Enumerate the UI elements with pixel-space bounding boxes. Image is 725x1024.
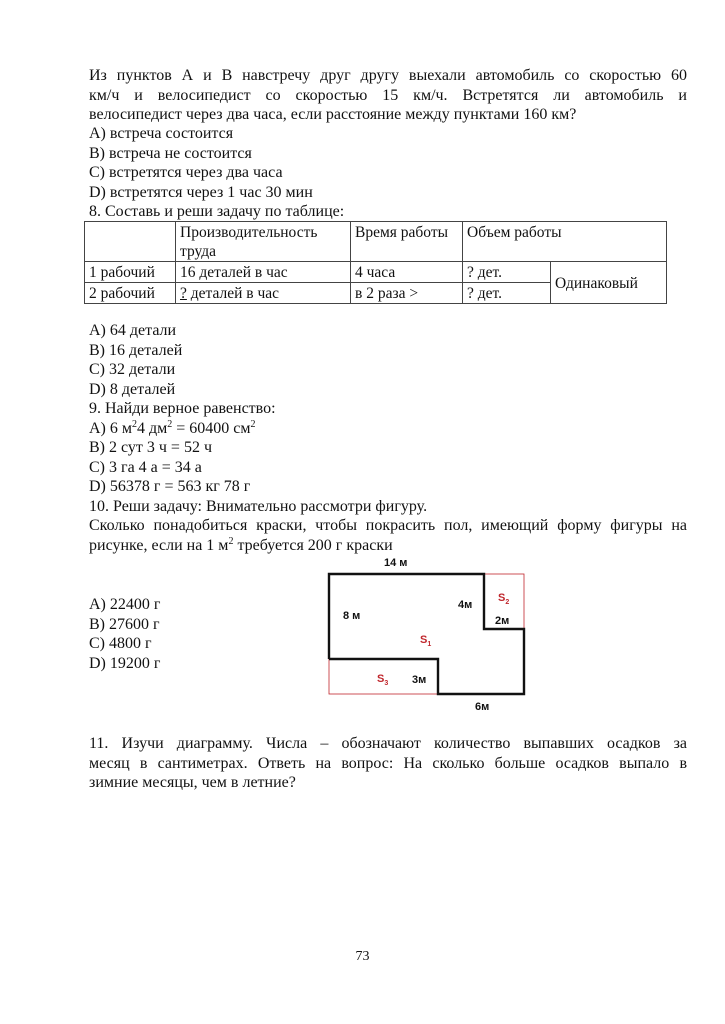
dim-top-label: 14 м [384,557,408,569]
table-cell-worker: 1 рабочий [85,262,176,283]
task-7-text-line: Из пунктов А и В навстречу друг другу выехали автомобиль со скоростью 60 [89,67,687,84]
task-7-option-c: C) встретятся через два часа [89,164,283,181]
table-header-volume: Объем работы [463,222,667,262]
task-7-option-a: A) встреча состоится [89,125,234,142]
floor-plan-figure [320,553,540,713]
task-10-text-line: рисунке, если на 1 $м^2$ требуется 200 г краски [89,536,393,554]
page-number: 73 [355,949,370,964]
task-11-text-line: 11. Изучи диаграмму. Числа – обозначают количество выпавших осадков за [89,735,687,752]
task-7-text-line: велосипедист через два часа, если расстояние между пунктами 160 км? [89,106,577,123]
task-10-option-d: D) 19200 г [89,655,161,672]
table-cell-merged-volume: Одинаковый [551,262,667,304]
table-cell-productivity: 16 деталей в час [176,262,351,283]
dim-notch-width-label: 2м [495,615,510,627]
task-10-title: 10. Реши задачу: Внимательно рассмотри фигуру. [89,498,428,515]
table-header-empty [85,222,176,262]
task-9-option-a: A) 6 $м^24$ $дм^2 = 60400$ $см^2$ [89,419,256,437]
table-cell-time: в 2 раза > [351,283,463,304]
table-cell-time: 4 часа [351,262,463,283]
task-10-text-line: Сколько понадобиться краски, чтобы покрасить пол, имеющий форму фигуры на [89,517,687,534]
task-7-text-line: км/ч и велосипедист со скоростью 15 км/ч. Встретятся ли автомобиль и [89,87,687,104]
region-s1-label: $S_1$ [420,634,432,648]
task-11-text-line: месяц в сантиметрах. Ответь на вопрос: На сколько больше осадков выпало в [89,755,687,772]
dim-bottom-label: 6м [475,701,490,713]
task-7-option-d: D) встретятся через 1 час 30 мин [89,184,313,201]
region-s3-label: $S_3$ [377,673,389,687]
task-7-option-b: B) встреча не состоится [89,145,252,162]
task-10-option-c: C) 4800 г [89,635,152,652]
dim-left-label: 8 м [343,610,361,622]
task-8-option-a: A) 64 детали [89,322,177,339]
table-header-productivity: Производительность труда [176,222,351,262]
table-header-time: Время работы [351,222,463,262]
task-9-option-c: C) 3 га 4 а = 34 а [89,459,202,476]
task-9-option-b: B) 2 сут 3 ч = 52 ч [89,439,212,456]
task-8-option-c: C) 32 детали [89,361,176,378]
task-10-option-b: B) 27600 г [89,616,160,633]
task-11-text-line: зимние месяцы, чем в летние? [89,774,296,791]
unknown-mark: ? [180,285,187,302]
dim-bottom-step-label: 3м [412,674,427,686]
table-cell-worker: 2 рабочий [85,283,176,304]
dim-notch-height-label: 4м [458,599,473,611]
task-8-option-d: D) 8 деталей [89,381,176,398]
task-8-option-b: B) 16 деталей [89,342,183,359]
table-cell-productivity [176,283,351,304]
productivity-unit: деталей в час [186,285,280,302]
region-s2-label: $S_2$ [498,592,510,606]
table-row [85,262,667,283]
task-9-title: 9. Найди верное равенство: [89,400,276,417]
task-9-option-d: D) 56378 г = 563 кг 78 г [89,478,251,495]
table-cell-volume: ? дет. [463,262,551,283]
task-8-table [84,221,667,304]
table-header-row [85,222,667,262]
task-8-title: 8. Составь и реши задачу по таблице: [89,203,345,220]
table-cell-volume: ? дет. [463,283,551,304]
task-10-option-a: A) 22400 г [89,596,161,613]
